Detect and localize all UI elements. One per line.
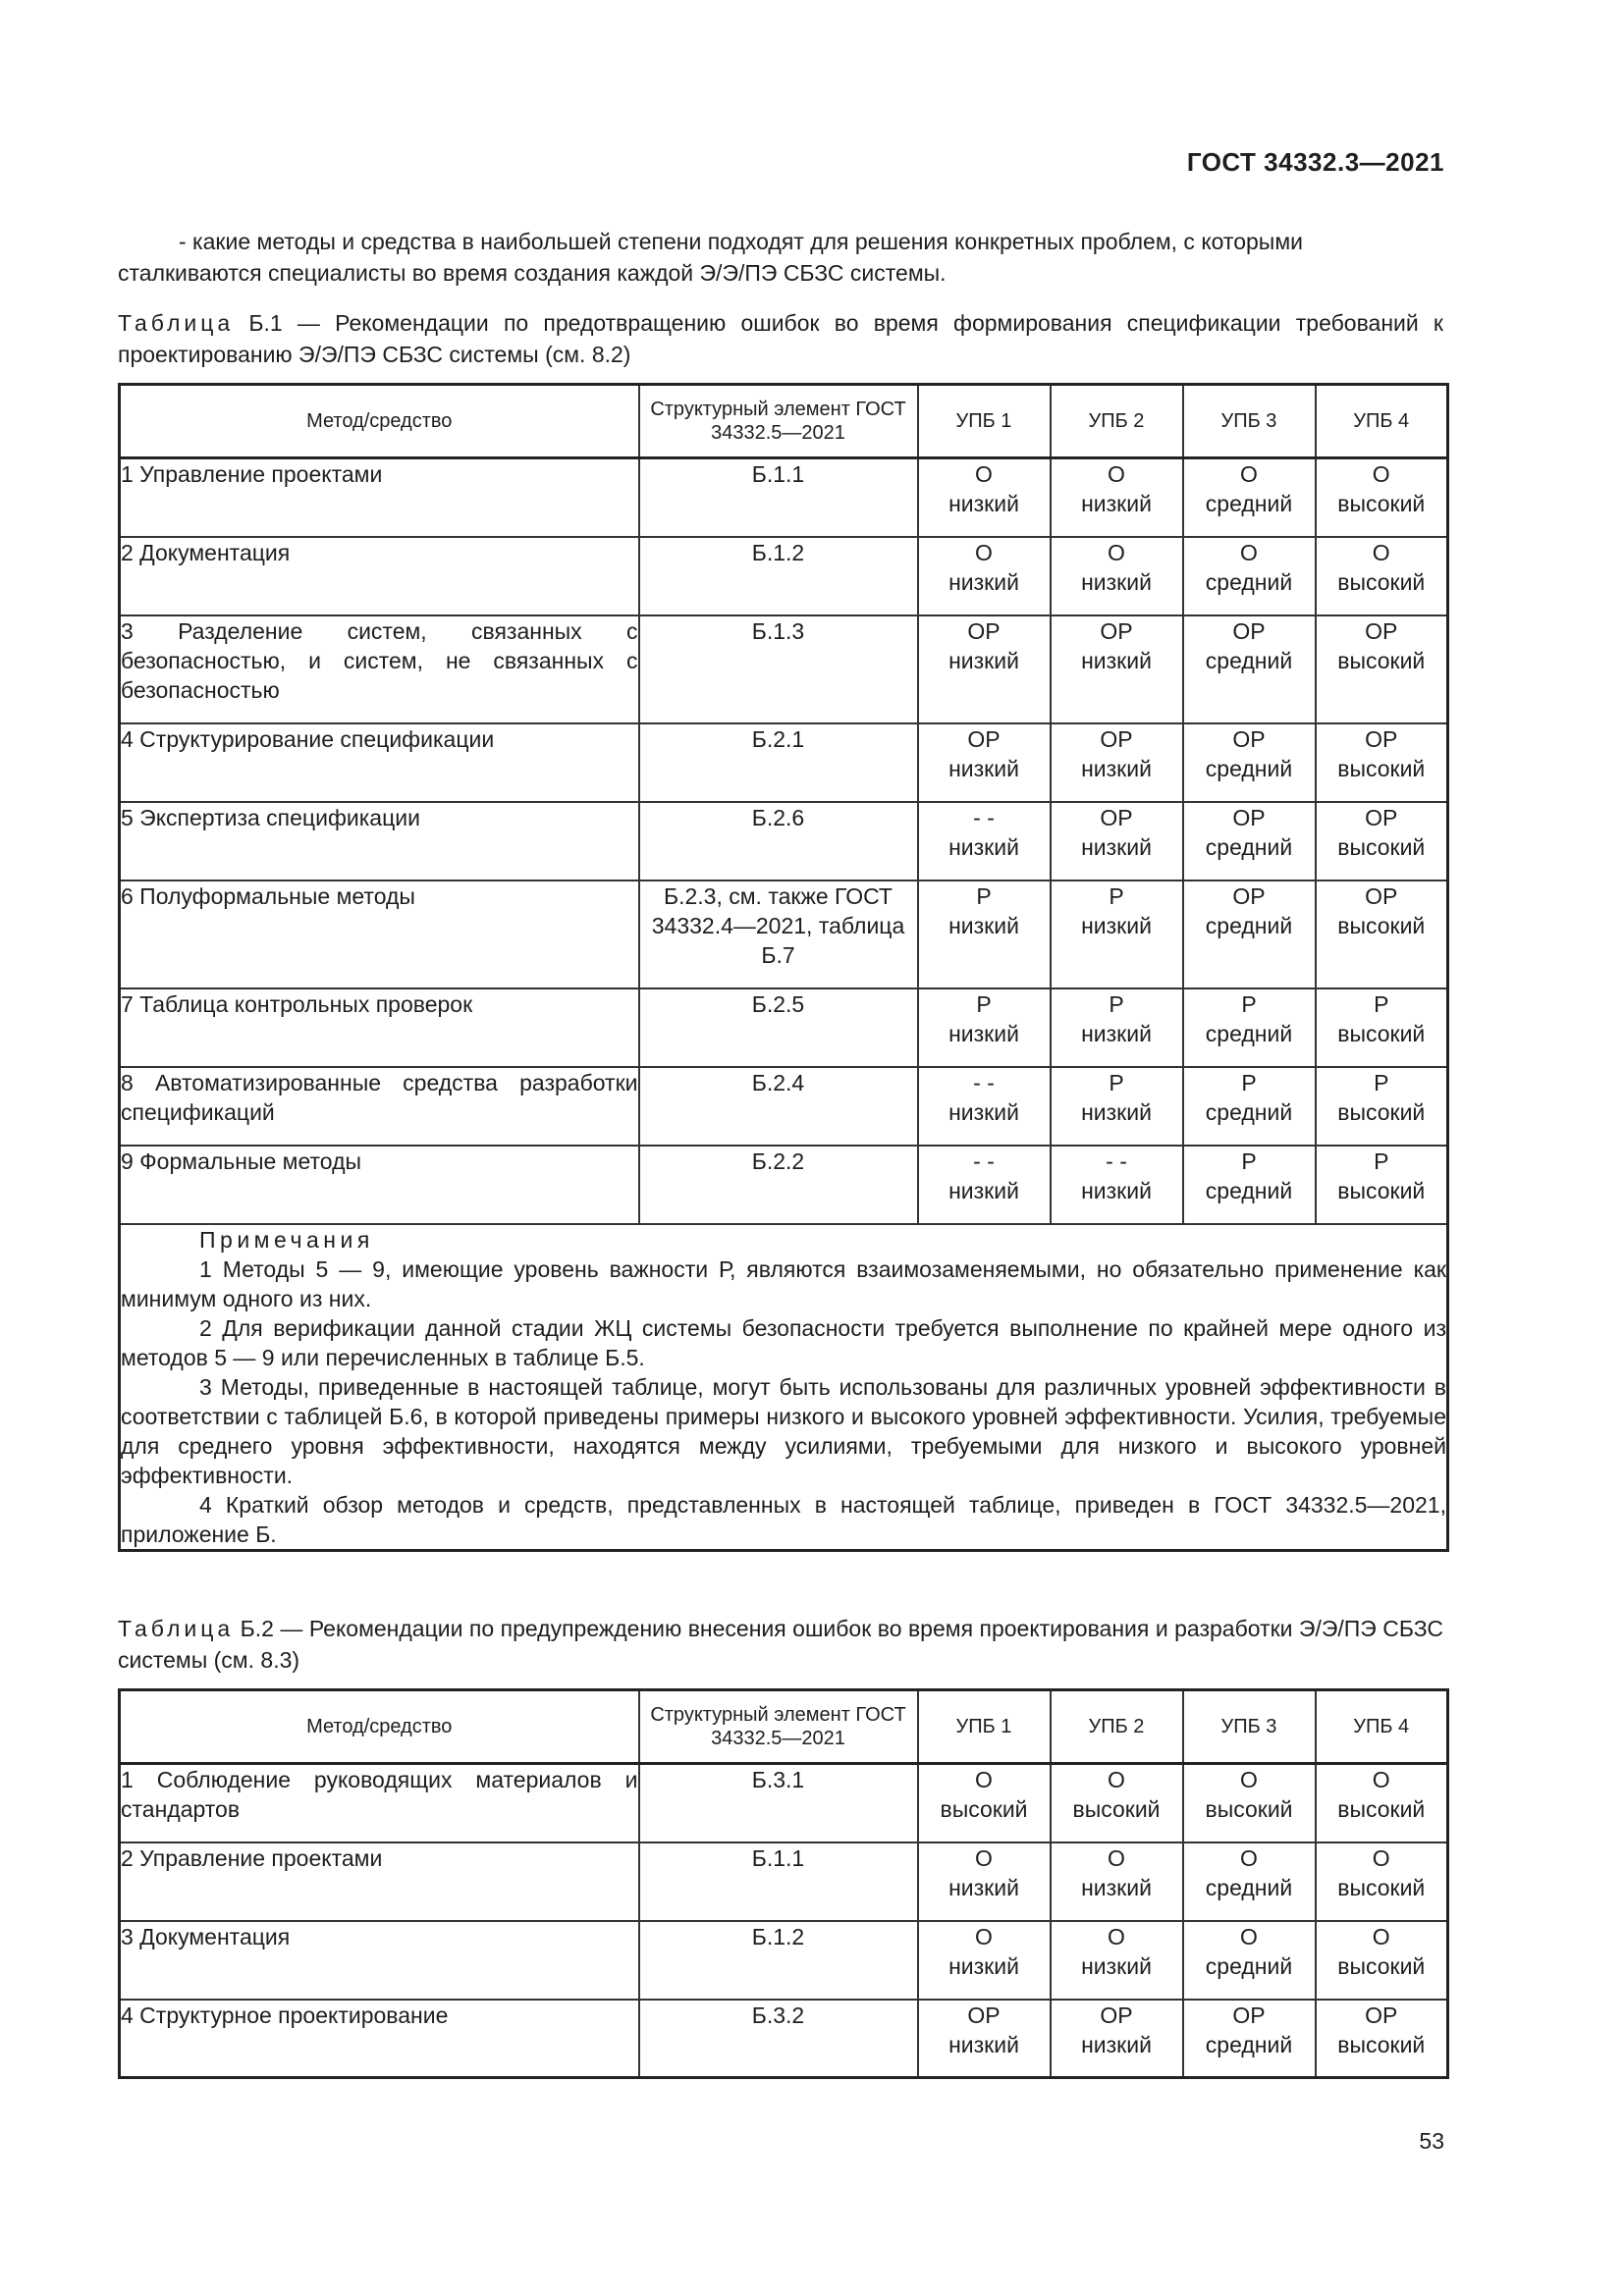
importance-level: Р [1241, 1069, 1257, 1095]
effectiveness-level: средний [1205, 833, 1293, 860]
importance-level: О [1108, 461, 1125, 487]
upb-cell [1051, 1921, 1183, 2000]
method-cell: 9 Формальные методы [120, 1146, 639, 1224]
effectiveness-level: высокий [1337, 833, 1426, 860]
table2-header-row [120, 1690, 1448, 1764]
upb-cell [1183, 537, 1316, 615]
effectiveness-level: низкий [948, 755, 1019, 781]
effectiveness-level: средний [1205, 647, 1293, 673]
upb-cell [918, 723, 1051, 802]
upb-cell [918, 1921, 1051, 2000]
effectiveness-level: низкий [1081, 647, 1152, 673]
effectiveness-level: средний [1205, 1952, 1293, 1979]
upb-cell [1051, 2000, 1183, 2078]
method-cell: 5 Экспертиза спецификации [120, 802, 639, 881]
importance-level: Р [1241, 990, 1257, 1017]
effectiveness-level: средний [1205, 491, 1293, 516]
page-number: 53 [1419, 2128, 1444, 2154]
importance-level: Р [976, 990, 992, 1017]
upb-cell [1051, 615, 1183, 723]
element-cell: Б.1.1 [639, 458, 918, 537]
upb-cell [1183, 1764, 1316, 1842]
importance-level: О [1240, 1767, 1258, 1792]
upb-cell [1316, 802, 1448, 881]
upb-cell [918, 615, 1051, 723]
method-cell: 8 Автоматизированные средства разработки спецификаций [120, 1067, 639, 1146]
effectiveness-level: низкий [948, 1952, 1019, 1979]
effectiveness-level: высокий [1337, 1796, 1426, 1822]
table2-caption-text: Б.2 — Рекомендации по предупреждению внесения ошибок во время проектирования и разработки Э/Э/ПЭ СБЗС системы (см. 8.3) [118, 1616, 1443, 1673]
column-header: Метод/средство [120, 385, 639, 458]
table1-caption-text: Б.1 — Рекомендации по предотвращению ошибок во время формирования спецификации требований к проектированию Э/Э/ПЭ СБЗС системы (см. 8.2) [118, 310, 1443, 367]
effectiveness-level: высокий [1337, 1177, 1426, 1203]
note-item: 4 Краткий обзор методов и средств, представленных в настоящей таблице, приведен в ГОСТ 34332.5—2021, приложение Б. [121, 1491, 1446, 1547]
upb-cell [1316, 1146, 1448, 1224]
element-cell: Б.1.2 [639, 537, 918, 615]
effectiveness-level: высокий [1337, 491, 1426, 516]
importance-level: О [1372, 1923, 1390, 1949]
element-cell: Б.2.5 [639, 988, 918, 1067]
effectiveness-level: высокий [1072, 1796, 1161, 1822]
effectiveness-level: низкий [1081, 755, 1152, 781]
importance-level: ОР [1365, 617, 1398, 644]
upb-cell [1316, 988, 1448, 1067]
upb-cell [1183, 1146, 1316, 1224]
upb-cell [1183, 802, 1316, 881]
method-cell: 1 Управление проектами [120, 458, 639, 537]
column-header: УПБ 1 [918, 1690, 1051, 1764]
importance-level: Р [1374, 1069, 1389, 1095]
importance-level: ОР [1365, 804, 1398, 830]
effectiveness-level: низкий [948, 1098, 1019, 1125]
element-cell: Б.1.3 [639, 615, 918, 723]
importance-level: О [1372, 539, 1390, 565]
effectiveness-level: низкий [948, 912, 1019, 938]
effectiveness-level: низкий [948, 1874, 1019, 1900]
effectiveness-level: высокий [1337, 1098, 1426, 1125]
importance-level: ОР [1100, 617, 1133, 644]
method-cell: 6 Полуформальные методы [120, 881, 639, 988]
importance-level: ОР [1232, 617, 1266, 644]
importance-level: ОР [1100, 804, 1133, 830]
importance-level: - - [973, 1069, 995, 1095]
upb-cell [1183, 988, 1316, 1067]
effectiveness-level: низкий [1081, 1177, 1152, 1203]
effectiveness-level: низкий [1081, 491, 1152, 516]
importance-level: Р [1374, 1148, 1389, 1174]
effectiveness-level: средний [1205, 1177, 1293, 1203]
upb-cell [1316, 1921, 1448, 2000]
table-row [120, 802, 1448, 881]
upb-cell [1051, 458, 1183, 537]
notes-row [120, 1224, 1448, 1551]
effectiveness-level: средний [1205, 1874, 1293, 1900]
table1-caption-prefix: Таблица [118, 310, 235, 336]
element-cell: Б.2.1 [639, 723, 918, 802]
upb-cell [1183, 458, 1316, 537]
effectiveness-level: низкий [1081, 2031, 1152, 2057]
importance-level: - - [973, 1148, 995, 1174]
upb-cell [1051, 723, 1183, 802]
importance-level: О [975, 539, 993, 565]
table-b1 [118, 383, 1449, 1552]
effectiveness-level: высокий [1337, 1020, 1426, 1046]
table2-caption-prefix: Таблица [118, 1616, 235, 1641]
method-cell: 2 Документация [120, 537, 639, 615]
upb-cell [1183, 1842, 1316, 1921]
upb-cell [1051, 988, 1183, 1067]
importance-level: О [1372, 1767, 1390, 1792]
effectiveness-level: высокий [1337, 647, 1426, 673]
upb-cell [918, 1067, 1051, 1146]
effectiveness-level: средний [1205, 2031, 1293, 2057]
importance-level: ОР [1232, 2002, 1266, 2028]
effectiveness-level: высокий [1337, 2031, 1426, 2057]
effectiveness-level: низкий [1081, 1020, 1152, 1046]
table1-caption [118, 307, 1443, 370]
upb-cell [1316, 1764, 1448, 1842]
importance-level: Р [1109, 990, 1124, 1017]
effectiveness-level: высокий [1337, 568, 1426, 595]
column-header: УПБ 3 [1183, 385, 1316, 458]
upb-cell [1183, 615, 1316, 723]
importance-level: ОР [1232, 882, 1266, 909]
column-header: Структурный элемент ГОСТ 34332.5—2021 [639, 1690, 918, 1764]
upb-cell [1051, 1067, 1183, 1146]
importance-level: - - [1106, 1148, 1127, 1174]
table-row [120, 1067, 1448, 1146]
upb-cell [1051, 1842, 1183, 1921]
importance-level: О [975, 1923, 993, 1949]
upb-cell [918, 1842, 1051, 1921]
effectiveness-level: высокий [1337, 1952, 1426, 1979]
effectiveness-level: низкий [948, 2031, 1019, 2057]
effectiveness-level: высокий [1337, 912, 1426, 938]
element-cell: Б.3.1 [639, 1764, 918, 1842]
upb-cell [1316, 1067, 1448, 1146]
importance-level: О [975, 1844, 993, 1871]
column-header: УПБ 1 [918, 385, 1051, 458]
document-header: ГОСТ 34332.3—2021 [1186, 147, 1444, 177]
table1-header-row [120, 385, 1448, 458]
element-cell: Б.1.1 [639, 1842, 918, 1921]
method-cell: 3 Разделение систем, связанных с безопасностью, и систем, не связанных с безопасностью [120, 615, 639, 723]
upb-cell [1051, 1146, 1183, 1224]
effectiveness-level: средний [1205, 568, 1293, 595]
effectiveness-level: низкий [948, 1177, 1019, 1203]
table-row [120, 1842, 1448, 1921]
effectiveness-level: средний [1205, 912, 1293, 938]
intro-line-1: - какие методы и средства в наибольшей степени подходят для решения конкретных проблем, с которыми [179, 229, 1303, 254]
notes-title: Примечания [199, 1226, 374, 1253]
importance-level: ОР [1365, 882, 1398, 909]
upb-cell [1183, 1067, 1316, 1146]
method-cell: 1 Соблюдение руководящих материалов и стандартов [120, 1764, 639, 1842]
importance-level: О [1108, 1923, 1125, 1949]
method-cell: 2 Управление проектами [120, 1842, 639, 1921]
notes-cell [120, 1224, 1448, 1551]
upb-cell [1183, 723, 1316, 802]
upb-cell [918, 881, 1051, 988]
upb-cell [918, 988, 1051, 1067]
importance-level: ОР [1232, 725, 1266, 752]
upb-cell [918, 802, 1051, 881]
note-item: 2 Для верификации данной стадии ЖЦ системы безопасности требуется выполнение по крайней мере одного из методов 5 — 9 или перечисленных в таблице Б.5. [121, 1314, 1446, 1370]
table-row [120, 1146, 1448, 1224]
importance-level: Р [1109, 1069, 1124, 1095]
upb-cell [918, 537, 1051, 615]
importance-level: ОР [1365, 2002, 1398, 2028]
importance-level: ОР [967, 617, 1001, 644]
importance-level: О [1240, 1844, 1258, 1871]
effectiveness-level: низкий [948, 491, 1019, 516]
upb-cell [1316, 1842, 1448, 1921]
effectiveness-level: высокий [1337, 755, 1426, 781]
importance-level: Р [1374, 990, 1389, 1017]
column-header: УПБ 2 [1051, 385, 1183, 458]
effectiveness-level: высокий [1205, 1796, 1293, 1822]
upb-cell [1316, 723, 1448, 802]
importance-level: Р [976, 882, 992, 909]
importance-level: О [975, 1767, 993, 1792]
table-row [120, 723, 1448, 802]
table-row [120, 1921, 1448, 2000]
method-cell: 3 Документация [120, 1921, 639, 2000]
effectiveness-level: низкий [948, 1020, 1019, 1046]
effectiveness-level: средний [1205, 1098, 1293, 1125]
upb-cell [918, 458, 1051, 537]
importance-level: Р [1241, 1148, 1257, 1174]
element-cell: Б.3.2 [639, 2000, 918, 2078]
intro-line-2: сталкиваются специалисты во время создания каждой Э/Э/ПЭ СБЗС системы. [118, 260, 947, 286]
table-row [120, 458, 1448, 537]
importance-level: ОР [1365, 725, 1398, 752]
upb-cell [1316, 881, 1448, 988]
table-row [120, 2000, 1448, 2078]
column-header: УПБ 4 [1316, 385, 1448, 458]
importance-level: ОР [1100, 725, 1133, 752]
effectiveness-level: высокий [1337, 1874, 1426, 1900]
method-cell: 7 Таблица контрольных проверок [120, 988, 639, 1067]
importance-level: Р [1109, 882, 1124, 909]
importance-level: О [1108, 1844, 1125, 1871]
effectiveness-level: низкий [948, 833, 1019, 860]
importance-level: О [1108, 539, 1125, 565]
effectiveness-level: низкий [1081, 912, 1152, 938]
importance-level: О [1240, 1923, 1258, 1949]
importance-level: ОР [967, 725, 1001, 752]
importance-level: ОР [1232, 804, 1266, 830]
upb-cell [1183, 1921, 1316, 2000]
upb-cell [918, 1146, 1051, 1224]
importance-level: - - [973, 804, 995, 830]
importance-level: ОР [1100, 2002, 1133, 2028]
upb-cell [1183, 2000, 1316, 2078]
importance-level: О [1372, 461, 1390, 487]
upb-cell [918, 1764, 1051, 1842]
effectiveness-level: высокий [940, 1796, 1028, 1822]
column-header: УПБ 3 [1183, 1690, 1316, 1764]
column-header: УПБ 4 [1316, 1690, 1448, 1764]
element-cell: Б.2.6 [639, 802, 918, 881]
importance-level: О [975, 461, 993, 487]
column-header: Метод/средство [120, 1690, 639, 1764]
importance-level: О [1240, 539, 1258, 565]
upb-cell [1316, 537, 1448, 615]
upb-cell [918, 2000, 1051, 2078]
upb-cell [1051, 802, 1183, 881]
table-row [120, 881, 1448, 988]
importance-level: О [1240, 461, 1258, 487]
method-cell: 4 Структурирование спецификации [120, 723, 639, 802]
upb-cell [1051, 537, 1183, 615]
upb-cell [1051, 1764, 1183, 1842]
method-cell: 4 Структурное проектирование [120, 2000, 639, 2078]
table-row [120, 537, 1448, 615]
element-cell: Б.2.3, см. также ГОСТ 34332.4—2021, таблица Б.7 [639, 881, 918, 988]
upb-cell [1316, 458, 1448, 537]
effectiveness-level: низкий [948, 568, 1019, 595]
importance-level: О [1372, 1844, 1390, 1871]
column-header: УПБ 2 [1051, 1690, 1183, 1764]
table-row [120, 988, 1448, 1067]
effectiveness-level: низкий [1081, 833, 1152, 860]
element-cell: Б.2.4 [639, 1067, 918, 1146]
effectiveness-level: низкий [1081, 1952, 1152, 1979]
effectiveness-level: низкий [1081, 1874, 1152, 1900]
element-cell: Б.2.2 [639, 1146, 918, 1224]
table-b2 [118, 1688, 1449, 2079]
effectiveness-level: средний [1205, 1020, 1293, 1046]
effectiveness-level: низкий [948, 647, 1019, 673]
effectiveness-level: низкий [1081, 1098, 1152, 1125]
importance-level: ОР [967, 2002, 1001, 2028]
upb-cell [1183, 881, 1316, 988]
note-item: 3 Методы, приведенные в настоящей таблице, могут быть использованы для различных уровней эффективности в соответствии с таблицей Б.6, в которой приведены примеры низкого и высокого уровней эффективности. Усилия, требуемые для среднего уровня эффективности, находятся между усилиями, требуемыми для низкого и высокого уровней эффективности. [121, 1373, 1446, 1488]
table2-caption [118, 1613, 1443, 1676]
intro-paragraph [118, 226, 1443, 289]
importance-level: О [1108, 1767, 1125, 1792]
element-cell: Б.1.2 [639, 1921, 918, 2000]
column-header: Структурный элемент ГОСТ 34332.5—2021 [639, 385, 918, 458]
effectiveness-level: низкий [1081, 568, 1152, 595]
table-row [120, 615, 1448, 723]
upb-cell [1316, 615, 1448, 723]
upb-cell [1316, 2000, 1448, 2078]
table-row [120, 1764, 1448, 1842]
upb-cell [1051, 881, 1183, 988]
note-item: 1 Методы 5 — 9, имеющие уровень важности Р, являются взаимозаменяемыми, но обязательно применение как минимум одного из них. [121, 1255, 1446, 1311]
effectiveness-level: средний [1205, 755, 1293, 781]
